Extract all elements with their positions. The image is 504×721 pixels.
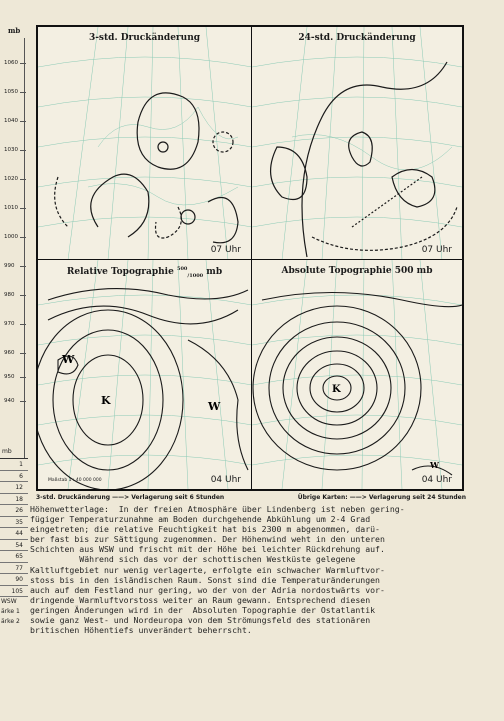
svg-text:W: W <box>208 400 221 413</box>
map-time: 07 Uhr <box>421 245 452 255</box>
table-row: 77 <box>0 563 28 575</box>
text-line: Höhenwetterlage: In der freien Atmosphäre über Lindenberg ist neben gering- <box>30 504 405 514</box>
wind-table <box>0 448 28 627</box>
legend-left: 3-std. Druckänderung ——> Verlagerung seit 6 Stunden <box>36 494 225 501</box>
table-row: 1 <box>0 459 28 471</box>
weather-report-text <box>30 504 478 635</box>
map-legend <box>36 494 466 504</box>
table-row: 6 <box>0 471 28 483</box>
text-line: geringen Änderungen wird in der Absoluten Topographie der Ostatlantik <box>30 604 376 615</box>
scale-tick: 1000 <box>4 234 18 240</box>
map-title-sup: 500 <box>176 266 188 272</box>
svg-text:W: W <box>62 353 75 366</box>
text-line: britischen Höhentiefs unverändert beherrscht. <box>30 625 252 636</box>
map-pressure-change-24h <box>252 27 462 260</box>
map-scale-note: Maßstab 1 : 40 000 000 <box>48 478 102 483</box>
scale-tick: 950 <box>4 374 15 380</box>
map-time: 07 Uhr <box>210 245 241 255</box>
scale-tick: 970 <box>4 321 15 327</box>
table-row: 90 <box>0 574 28 586</box>
map-relative-topography <box>38 260 252 489</box>
scale-axis-line <box>24 38 25 458</box>
weather-maps-grid <box>36 25 464 491</box>
scale-tick: 990 <box>4 263 15 269</box>
text-line: dringende Warmluftvorstoss weiter an Raum gewann. Entsprechend diesen <box>30 594 371 605</box>
map-title <box>38 266 251 279</box>
map-24h-graphic <box>252 27 462 260</box>
map-title: 3-std. Druckänderung <box>88 33 201 43</box>
map-title: Absolute Topographie 500 mb <box>281 266 433 276</box>
map-3h-graphic <box>38 27 252 260</box>
text-line: Kaltluftgebiet nur wenig verlagerte, erfolgte ein schwacher Warmluftvor- <box>30 564 385 575</box>
table-row: 54 <box>0 540 28 552</box>
scale-tick: 1040 <box>4 118 18 124</box>
map-title-sub: /1000 <box>187 272 204 279</box>
wind-table-header: mb <box>0 448 28 459</box>
wind-table-footer: WSW <box>1 598 17 605</box>
table-row: 12 <box>0 482 28 494</box>
map-absolute-graphic <box>252 260 462 489</box>
table-row: 35 <box>0 517 28 529</box>
scale-tick: 940 <box>4 398 15 404</box>
text-line: stoss bis in den isländischen Raum. Sonst sind die Temperaturänderungen <box>30 574 380 585</box>
scale-tick: 980 <box>4 292 15 298</box>
table-row: 65 <box>0 551 28 563</box>
map-time: 04 Uhr <box>210 475 241 485</box>
scale-tick: 1030 <box>4 147 18 153</box>
text-line: eingetreten; die relative Feuchtigkeit hat bis 2300 m abgenommen, darü- <box>30 524 380 535</box>
map-pressure-change-3h <box>38 27 252 260</box>
svg-text:K: K <box>101 394 111 407</box>
svg-text:W: W <box>430 460 439 470</box>
scale-unit: mb <box>8 26 21 35</box>
table-row: 26 <box>0 505 28 517</box>
map-relative-graphic <box>38 260 252 489</box>
map-title-main: Relative Topographie <box>66 267 174 277</box>
scale-tick: 1060 <box>4 60 18 66</box>
svg-text:K: K <box>332 384 341 395</box>
scale-tick: 1050 <box>4 89 18 95</box>
scale-tick: 1020 <box>4 176 18 182</box>
scale-tick: 960 <box>4 350 15 356</box>
table-row: 105 <box>0 586 28 598</box>
text-line: Während sich das vor der schottischen Westküste gelegene <box>30 554 356 565</box>
scale-tick: 1010 <box>4 205 18 211</box>
text-line: ber fast bis zur Sättigung zugenommen. Der Höhenwind weht in den unteren <box>30 534 385 545</box>
pressure-scale <box>0 20 30 460</box>
map-time: 04 Uhr <box>421 475 452 485</box>
map-absolute-topography <box>252 260 462 489</box>
text-line: auch auf dem Festland nur gering, wo der von der Adria nordostwärts vor- <box>30 584 385 595</box>
text-line: sowie ganz West- und Nordeuropa von dem Strömungsfeld des stationären <box>30 615 371 626</box>
legend-right: Übrige Karten: ——> Verlagerung seit 24 Stunden <box>297 494 466 501</box>
text-line: Schichten aus WSW und frischt mit der Höhe bei leichter Rückdrehung auf. <box>30 544 385 555</box>
wind-table-footer: ärke 2 <box>1 618 20 625</box>
wind-table-footer: ärke 1 <box>1 608 20 615</box>
map-title: 24-std. Druckänderung <box>298 33 416 43</box>
text-line: fügiger Temperaturzunahme am Boden durchgehende Abkühlung um 2-4 Grad <box>30 514 371 525</box>
table-row: 44 <box>0 528 28 540</box>
map-title-unit: mb <box>203 267 223 277</box>
table-row: 18 <box>0 494 28 506</box>
